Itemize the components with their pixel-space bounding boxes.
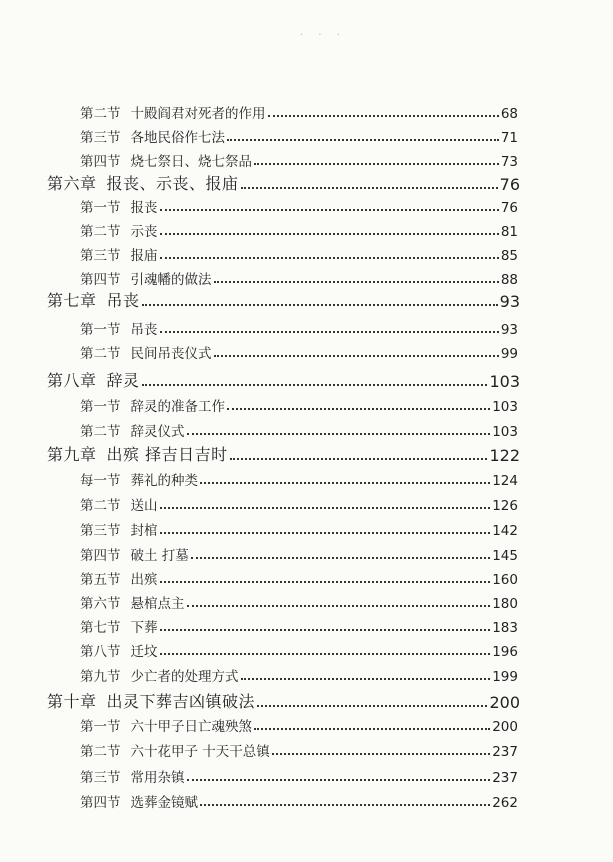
- page-number: 237: [492, 770, 518, 786]
- section-number: 第四节: [80, 795, 121, 811]
- chapter-label: [47, 288, 140, 311]
- section-label: [80, 568, 158, 588]
- section-number: 第一节: [80, 322, 121, 338]
- page-number: 142: [492, 523, 518, 539]
- page-number: 93: [500, 322, 518, 338]
- toc-section-row: [80, 148, 518, 170]
- section-number: 第二节: [80, 224, 121, 240]
- dot-leader: [214, 355, 499, 357]
- chapter-title: 出殡 择吉日吉时: [106, 445, 228, 464]
- page-number: 88: [500, 272, 518, 288]
- section-number: 第三节: [80, 130, 121, 146]
- toc-section-row: [80, 764, 518, 786]
- dot-leader: [160, 209, 499, 211]
- page-number: 103: [492, 399, 518, 415]
- section-number: 第二节: [80, 424, 121, 440]
- section-number: 第三节: [80, 770, 121, 786]
- section-title: 报庙: [130, 248, 158, 264]
- page-number: 68: [500, 106, 518, 122]
- section-label: [80, 102, 266, 122]
- section-title: 常用杂镇: [130, 770, 185, 786]
- section-number: 第五节: [80, 572, 121, 588]
- page-number: 73: [500, 154, 518, 170]
- section-label: [80, 616, 158, 636]
- section-title: 示丧: [130, 224, 158, 240]
- section-number: 第六节: [80, 596, 121, 612]
- dot-leader: [257, 705, 487, 707]
- section-label: [80, 318, 158, 338]
- dot-leader: [187, 779, 491, 781]
- toc-section-row: [80, 542, 518, 564]
- section-label: [80, 544, 189, 564]
- section-title: 吊丧: [130, 322, 158, 338]
- page-number: 183: [492, 620, 518, 636]
- dot-leader: [241, 187, 498, 189]
- section-number: 第二节: [80, 106, 121, 122]
- section-title: 悬棺点主: [130, 596, 185, 612]
- section-number: 每一节: [80, 473, 121, 489]
- page-number: 180: [492, 596, 518, 612]
- section-number: 第四节: [80, 154, 121, 170]
- dot-leader: [230, 458, 488, 460]
- section-title: 少亡者的处理方式: [130, 669, 239, 685]
- toc-section-row: [80, 418, 518, 440]
- chapter-number: 第十章: [47, 692, 97, 711]
- section-label: [80, 592, 185, 612]
- page-number: 81: [500, 224, 518, 240]
- chapter-label: [47, 171, 239, 194]
- page-number: 237: [492, 744, 518, 760]
- dot-leader: [200, 482, 490, 484]
- chapter-number: 第六章: [47, 174, 97, 193]
- toc-section-row: [80, 194, 518, 216]
- toc-chapter-row: [47, 443, 520, 465]
- toc-section-row: [80, 638, 518, 660]
- section-title: 辞灵的准备工作: [130, 399, 225, 415]
- section-number: 第一节: [80, 719, 121, 735]
- page-number: 145: [492, 548, 518, 564]
- section-label: [80, 791, 198, 811]
- section-title: 报丧: [130, 200, 158, 216]
- section-label: [80, 126, 225, 146]
- section-number: 第一节: [80, 200, 121, 216]
- section-title: 民间吊丧仪式: [130, 346, 212, 362]
- page-number: 103: [489, 372, 520, 391]
- chapter-number: 第八章: [47, 371, 97, 390]
- toc-section-row: [80, 663, 518, 685]
- page-number: 85: [500, 248, 518, 264]
- dot-leader: [214, 281, 499, 283]
- section-number: 第一节: [80, 399, 121, 415]
- section-label: [80, 494, 158, 514]
- section-number: 第二节: [80, 346, 121, 362]
- dot-leader: [160, 233, 499, 235]
- toc-section-row: [80, 124, 518, 146]
- toc-section-row: [80, 242, 518, 264]
- chapter-label: [47, 689, 255, 712]
- page-number: 122: [489, 446, 520, 465]
- chapter-number: 第九章: [47, 445, 97, 464]
- section-title: 烧七祭日、烧七祭品: [130, 154, 252, 170]
- chapter-label: [47, 442, 228, 465]
- section-number: 第三节: [80, 523, 121, 539]
- section-title: 下葬: [130, 620, 158, 636]
- toc-section-row: [80, 467, 518, 489]
- toc-section-row: [80, 789, 518, 811]
- section-number: 第四节: [80, 548, 121, 564]
- page-number: 76: [500, 200, 518, 216]
- page-number: 200: [492, 719, 518, 735]
- toc-chapter-row: [47, 369, 520, 391]
- section-label: [80, 244, 158, 264]
- chapter-label: [47, 368, 140, 391]
- section-number: 第二节: [80, 498, 121, 514]
- section-label: [80, 740, 270, 760]
- toc-section-row: [80, 614, 518, 636]
- page-number: 199: [492, 669, 518, 685]
- toc-section-row: [80, 590, 518, 612]
- section-label: [80, 150, 252, 170]
- section-number: 第七节: [80, 620, 121, 636]
- page-number: 99: [500, 346, 518, 362]
- page-number: 124: [492, 473, 518, 489]
- section-number: 第四节: [80, 272, 121, 288]
- dot-leader: [254, 728, 490, 730]
- section-title: 破土 打墓: [130, 548, 189, 564]
- page-header-mark: · · ·: [300, 30, 346, 41]
- dot-leader: [187, 433, 491, 435]
- section-number: 第九节: [80, 669, 121, 685]
- section-number: 第八节: [80, 644, 121, 660]
- section-label: [80, 268, 212, 288]
- toc-section-row: [80, 393, 518, 415]
- toc-section-row: [80, 266, 518, 288]
- section-number: 第三节: [80, 248, 121, 264]
- section-title: 送山: [130, 498, 158, 514]
- toc-section-row: [80, 738, 518, 760]
- dot-leader: [142, 384, 488, 386]
- section-title: 葬礼的种类: [130, 473, 198, 489]
- dot-leader: [142, 304, 498, 306]
- section-label: [80, 519, 158, 539]
- toc-section-row: [80, 517, 518, 539]
- toc-chapter-row: [47, 690, 520, 712]
- toc-section-row: [80, 218, 518, 240]
- section-title: 辞灵仪式: [130, 424, 185, 440]
- section-title: 六十甲子日亡魂殃煞: [130, 719, 252, 735]
- page-number: 196: [492, 644, 518, 660]
- chapter-title: 辞灵: [106, 371, 140, 390]
- toc-section-row: [80, 316, 518, 338]
- dot-leader: [200, 804, 490, 806]
- page-number: 200: [489, 693, 520, 712]
- toc-chapter-row: [47, 172, 520, 194]
- section-title: 迁坟: [130, 644, 158, 660]
- page-number: 126: [492, 498, 518, 514]
- dot-leader: [254, 163, 499, 165]
- page-number: 160: [492, 572, 518, 588]
- section-label: [80, 715, 252, 735]
- dot-leader: [160, 581, 491, 583]
- section-title: 各地民俗作七法: [130, 130, 225, 146]
- dot-leader: [268, 115, 499, 117]
- page-number: 103: [492, 424, 518, 440]
- section-label: [80, 342, 212, 362]
- toc-section-row: [80, 492, 518, 514]
- chapter-title: 报丧、示丧、报庙: [106, 174, 239, 193]
- dot-leader: [160, 331, 499, 333]
- section-title: 十殿阎君对死者的作用: [130, 106, 266, 122]
- section-title: 六十花甲子 十天干总镇: [130, 744, 270, 760]
- page-number: 71: [500, 130, 518, 146]
- section-title: 选葬金镜赋: [130, 795, 198, 811]
- dot-leader: [160, 653, 491, 655]
- toc-section-row: [80, 100, 518, 122]
- dot-leader: [160, 532, 491, 534]
- section-label: [80, 665, 239, 685]
- chapter-number: 第七章: [47, 291, 97, 310]
- chapter-title: 出灵下葬吉凶镇破法: [106, 692, 256, 711]
- section-label: [80, 766, 185, 786]
- dot-leader: [160, 257, 499, 259]
- section-title: 出殡: [130, 572, 158, 588]
- dot-leader: [160, 629, 491, 631]
- dot-leader: [227, 408, 490, 410]
- dot-leader: [272, 753, 490, 755]
- section-label: [80, 469, 198, 489]
- dot-leader: [187, 605, 491, 607]
- section-label: [80, 220, 158, 240]
- toc-chapter-row: [47, 289, 520, 311]
- chapter-title: 吊丧: [106, 291, 140, 310]
- section-title: 引魂幡的做法: [130, 272, 212, 288]
- section-number: 第二节: [80, 744, 121, 760]
- section-title: 封棺: [130, 523, 158, 539]
- section-label: [80, 420, 185, 440]
- section-label: [80, 196, 158, 216]
- section-label: [80, 395, 225, 415]
- section-label: [80, 640, 158, 660]
- page-number: 262: [492, 795, 518, 811]
- toc-section-row: [80, 713, 518, 735]
- toc-section-row: [80, 340, 518, 362]
- dot-leader: [191, 557, 490, 559]
- page-number: 76: [499, 175, 520, 194]
- dot-leader: [241, 678, 491, 680]
- page-number: 93: [499, 292, 520, 311]
- dot-leader: [160, 507, 491, 509]
- toc-section-row: [80, 566, 518, 588]
- dot-leader: [227, 139, 499, 141]
